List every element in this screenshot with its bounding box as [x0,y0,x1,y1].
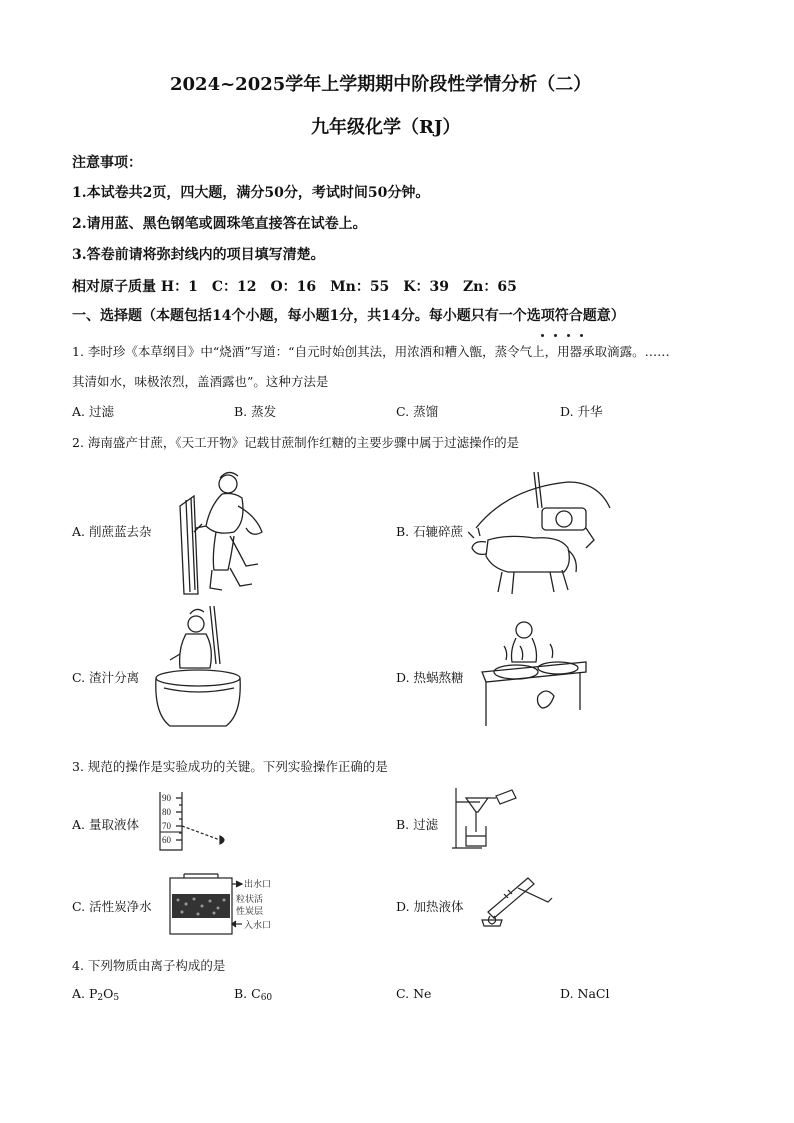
q1-option-c: C. 蒸馏 [396,404,439,419]
stone-roller-ox-illustration [468,468,618,596]
notice-item-2: 2.请用蓝、黑色钢笔或圆珠笔直接答在试卷上。 [72,216,367,232]
emphasis-dots [536,322,588,341]
q2-option-b: B. 石辘碎蔗 [396,524,464,539]
notice-item-3: 3.答卷前请将弥封线内的项目填写清楚。 [72,247,325,263]
boiling-sugar-illustration [476,616,592,732]
sugarcane-peeling-illustration [176,466,268,598]
q1-stem-line1: 1. 李时珍《本草纲目》中“烧酒”写道：“自元时始创其法，用浓酒和糟入甑，蒸令气上，用器承取滴露。…… [72,344,670,359]
measuring-cylinder-illustration [156,790,232,852]
q4-option-d: D. NaCl [560,986,610,1001]
notice-heading: 注意事项： [72,155,142,171]
q1-option-d: D. 升华 [560,404,603,419]
cylinder-tick-60: 60 [162,835,171,845]
q2-option-d: D. 热蜗熬糖 [396,670,464,685]
q3-option-c: C. 活性炭净水 [72,899,152,914]
carbon-label-1: 粒状活 [236,895,264,905]
q4-stem: 4. 下列物质由离子构成的是 [72,958,226,973]
outlet-label: 出水口 [244,880,272,890]
filtration-apparatus-illustration [452,786,522,852]
q1-option-a: A. 过滤 [72,404,114,419]
q4-option-b: B. $C_{60}$ [234,986,273,1003]
q1-stem-line2: 其清如水，味极浓烈，盖酒露也”。这种方法是 [72,374,329,389]
cylinder-tick-90: 90 [162,793,171,803]
q2-stem: 2. 海南盛产甘蔗，《天工开物》记载甘蔗制作红糖的主要步骤中属于过滤操作的是 [72,435,520,450]
q3-option-a: A. 量取液体 [72,817,139,832]
q3-option-b: B. 过滤 [396,817,439,832]
q1-option-b: B. 蒸发 [234,404,277,419]
q4-option-a: A. $P_2O_5$ [72,986,120,1003]
cylinder-tick-80: 80 [162,807,171,817]
carbon-filter-illustration [166,872,290,936]
carbon-label-2: 性炭层 [236,907,264,917]
cylinder-tick-70: 70 [162,821,171,831]
q2-option-c: C. 渣汁分离 [72,670,140,685]
section1-heading: 一、选择题（本题包括14个小题，每小题1分，共14分。每小题只有一个选项符合题意） [72,308,625,324]
heating-liquid-illustration [478,872,558,928]
q3-stem: 3. 规范的操作是实验成功的关键。下列实验操作正确的是 [72,759,388,774]
atomic-mass-line: 相对原子质量 H：1 C：12 O：16 Mn：55 K：39 Zn：65 [72,279,517,295]
exam-subtitle: 九年级化学（RJ） [311,117,461,138]
q4-option-c: C. Ne [396,986,432,1001]
inlet-label: 入水口 [244,921,272,931]
juice-separation-illustration [150,604,250,734]
exam-title: 2024~2025学年上学期期中阶段性学情分析（二） [170,74,592,95]
q2-option-a: A. 削蔗蓝去杂 [72,524,152,539]
notice-item-1: 1.本试卷共2页，四大题，满分50分，考试时间50分钟。 [72,185,430,201]
q3-option-d: D. 加热液体 [396,899,464,914]
